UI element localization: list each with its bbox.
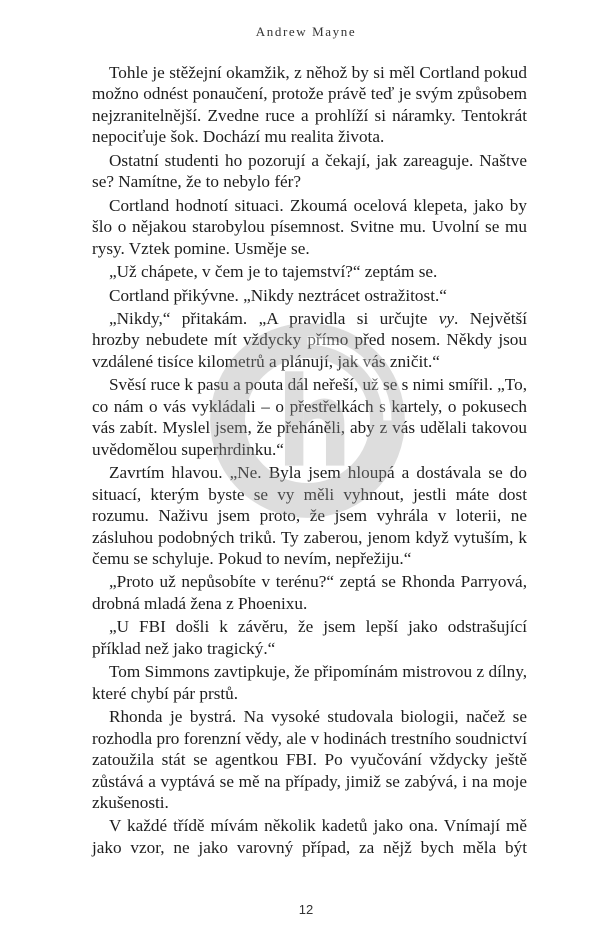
paragraph (92, 815, 527, 858)
paragraph (92, 616, 527, 659)
text-run: Cortland hodnotí situaci. Zkoumá ocelová klepeta, jako by šlo o nějakou starobylou písemnost. Svitne mu. Uvolní se mu rysy. Vztek pomine. Usměje se. (92, 195, 527, 258)
text-run: Rhonda je bystrá. Na vysoké studovala biologii, načež se rozhodla pro forenzní vědy, ale v hodinách trestního soudnictví zatoužila stát se agentkou FBI. Po vyučování vždycky ještě zůstává a vyptává se mě na případy, jimiž se zabývá, i na moje zkušenosti. (92, 707, 527, 812)
text-run: Ostatní studenti ho pozorují a čekají, jak zareaguje. Naštve se? Namítne, že to nebylo fér? (92, 150, 527, 192)
paragraph (92, 308, 527, 372)
paragraph (92, 195, 527, 259)
paragraph (92, 62, 527, 148)
text-run: Cortland přikývne. „Nikdy neztrácet ostražitost.“ (109, 285, 447, 305)
text-run: Svěsí ruce k pasu a pouta dál neřeší, už se s nimi smířil. „To, co nám o vás vykládali – o přestřelkách s kartely, o pokusech vás zabít. Myslel jsem, že přeháněli, aby z vás udělali takovou uvědomělou superhrdinku.“ (92, 375, 527, 459)
paragraph (92, 374, 527, 460)
paragraph (92, 661, 527, 704)
body-text (92, 62, 527, 860)
text-run: Tohle je stěžejní okamžik, z něhož by si měl Cortland pokud možno odnést ponaučení, protože právě teď je svým způsobem nejzranitelnější. Zvedne ruce a prohlíží si náramky. Tentokrát nepociťuje šok. Dochází mu realita života. (92, 63, 527, 147)
text-run: „U FBI došli k závěru, že jsem lepší jako odstrašující příklad než jako tragický.“ (92, 617, 527, 658)
italic-emphasis: vy (438, 308, 455, 328)
paragraph (92, 462, 527, 569)
paragraph (92, 261, 527, 282)
paragraph (92, 571, 527, 614)
text-run: Zavrtím hlavou. „Ne. Byla jsem hloupá a dostávala se do situací, kterým byste se vy měli vyhnout, jestli máte dost rozumu. Naživu jsem proto, že jsem vyhrála v loterii, ne zásluhou podobných triků. Ty zaberou, jenom když vytuším, k čemu se schyluje. Pokud to nevím, nepřežiju.“ (92, 463, 527, 568)
text-run: „Už chápete, v čem je to tajemství?“ zeptám se. (109, 262, 438, 282)
text-run: „Nikdy,“ přitakám. „A pravidla si určujte (109, 308, 439, 328)
running-head-author: Andrew Mayne (255, 24, 357, 39)
paragraph (92, 706, 527, 813)
text-run: „Proto už nepůsobíte v terénu?“ zeptá se Rhonda Parryová, drobná mladá žena z Phoenixu. (92, 572, 527, 613)
text-run: Tom Simmons zavtipkuje, že připomínám mistrovou z dílny, které chybí pár prstů. (92, 662, 527, 703)
page-number: 12 (298, 902, 314, 917)
paragraph (92, 285, 527, 306)
text-run: . Největší hrozby nebudete mít vždycky přímo před nosem. Někdy jsou vzdálené tisíce kilometrů a plánují, jak vás zničit.“ (92, 308, 527, 371)
paragraph (92, 150, 527, 193)
text-run: V každé třídě mívám několik kadetů jako ona. Vnímají mě jako vzor, ne jako varovný případ, za nějž bych měla být (92, 816, 527, 857)
